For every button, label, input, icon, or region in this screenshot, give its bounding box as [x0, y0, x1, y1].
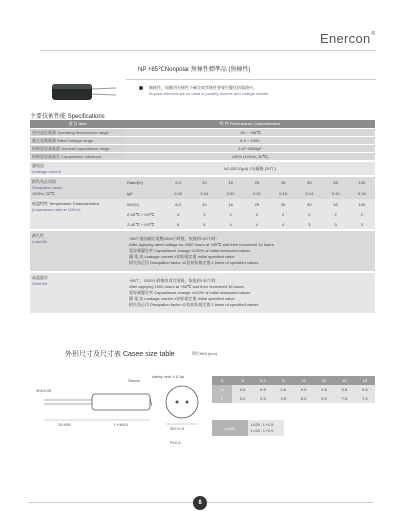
dimension-drawing	[34, 362, 209, 452]
shelf-life-details	[125, 273, 375, 313]
wv-cell: 25	[254, 201, 260, 207]
z25-cell: 2	[282, 211, 285, 217]
case-header-cell: 8	[273, 376, 293, 385]
df-cell: 0.30	[174, 191, 183, 196]
brand-name: Enercon	[320, 31, 371, 46]
z25-cell: 2	[229, 211, 232, 217]
wv-cell: 6.3	[175, 201, 181, 207]
case-cell: 3.5	[273, 394, 293, 403]
voltage-cell: 25	[254, 180, 260, 185]
header-item: 項 目 Item	[30, 120, 125, 129]
wv-cell: 50	[307, 201, 312, 207]
case-cell: 7.5	[355, 394, 375, 403]
case-header-cell: 18	[355, 376, 375, 385]
load-life-line: After applying rated voltage for 2000 hours at +85℃ and then recovered 16 hours.	[129, 242, 275, 247]
load-life-details	[125, 231, 375, 271]
leakage-label-cn: 漏電流	[32, 162, 44, 168]
wv-cell: 100	[358, 201, 366, 207]
z25-key: Z-25℃ / +20℃	[127, 211, 155, 217]
z40-cell: 4	[255, 221, 258, 227]
wv-cell: 16	[228, 201, 233, 207]
case-cell: 0.5	[253, 385, 273, 394]
case-cell: 0.8	[355, 385, 375, 394]
row-label: 標稱電容量偏差 Capacitance tolerance	[30, 153, 125, 161]
shelf-life-line: 漏 電 流 Leakage current ≤初始規定值 Initial specified value	[129, 296, 235, 301]
df-label-en: Dissipation factor	[32, 185, 63, 190]
z40-cell: 8	[177, 221, 180, 227]
leakage-value: I≤0.03CV(μA) 2分鐘後 (20℃)	[125, 162, 375, 175]
capacitor-photo	[48, 70, 118, 106]
z40-cell: 4	[282, 221, 285, 227]
length-note-line: L≤20 : L+1.5	[251, 422, 274, 427]
shelf-life-line: 損失角正切 Dissipation factor ≤2倍初始規定值 2 times of specified values	[129, 302, 259, 307]
length-note-values	[248, 420, 284, 436]
voltage-cell: 10	[202, 180, 207, 185]
description-cn: 無極性，如應用在極性不確定或者極性會發生變化的電路中。	[149, 85, 257, 90]
case-header-cell: 16	[334, 376, 354, 385]
case-size-title: 外形尺寸及尺寸表 Casee size table	[65, 351, 175, 358]
case-header-key: D	[212, 376, 232, 385]
row-value: -40 ~ +85℃	[125, 129, 375, 137]
row-value: ±20% (120Hz, 20℃)	[125, 153, 375, 161]
df-cell: 0.10	[331, 191, 340, 196]
series-title: NP +85℃Nonpolar 無極性標準品 (無極性)	[138, 67, 251, 73]
case-cell: 5.0	[294, 394, 314, 403]
df-condition: 120Hz, 20℃	[32, 191, 55, 196]
z40-cell: 4	[229, 221, 232, 227]
z25-cell: 2	[255, 211, 258, 217]
case-row1-key: d	[212, 385, 232, 394]
sleeve-label: Sleeve	[128, 378, 141, 383]
voltage-cell: 6.3	[175, 180, 181, 185]
load-life-label	[30, 231, 125, 271]
z25-cell: 2	[308, 211, 311, 217]
df-label-cn: 損失角正切值	[32, 179, 56, 184]
case-header-cell: 6.3	[253, 376, 273, 385]
z25-cell: 3	[203, 211, 206, 217]
header-characteristics: 特 性 Performance Characteristics	[125, 120, 375, 129]
case-cell: 0.8	[334, 385, 354, 394]
leakage-label	[30, 162, 125, 175]
case-cell: 0.5	[232, 385, 252, 394]
voltage-cell: 63	[333, 180, 338, 185]
specifications-table	[30, 120, 375, 313]
voltage-cell: 35	[280, 180, 286, 185]
wv-cell: 63	[333, 201, 338, 207]
df-cell: 0.24	[200, 191, 209, 196]
row-label: 使用溫度範圍 Operating temperature range	[30, 129, 125, 137]
row-value: 0.47~6800μF	[125, 145, 375, 153]
case-cell: 0.6	[294, 385, 314, 394]
case-cell: 2.5	[253, 394, 273, 403]
wv-key: WV(V)	[127, 201, 139, 207]
series-description	[139, 85, 268, 97]
z25-cell: 4	[177, 211, 180, 217]
row-label: 額定電壓範圍 Rated voltage range	[30, 137, 125, 145]
row-value: 6.3 ~ 100V	[125, 137, 375, 145]
case-cell: 0.6	[273, 385, 293, 394]
description-en: Bi-polar element are so used in polarity reverse and change circuits	[149, 91, 269, 96]
case-header-cell: 10	[294, 376, 314, 385]
wv-cell: 35	[280, 201, 286, 207]
load-life-label-en: Load life	[32, 239, 48, 244]
lead-length-label: 15 MIN	[58, 422, 71, 427]
specifications-title: 主要技術性能 Specifications	[30, 114, 105, 120]
case-size-table	[212, 376, 375, 403]
case-header-cell: 5	[232, 376, 252, 385]
series-rule	[126, 79, 376, 80]
bullet-icon	[139, 86, 143, 90]
safety-vent-label: safety vent ≥ 6.3φ	[152, 374, 184, 379]
df-cell: 0.22	[226, 191, 235, 196]
load-life-line: 漏 電 流 Leakage current ≤初始規定值 Initial specified value	[129, 254, 235, 259]
pitch-label: P±0.5	[170, 440, 181, 445]
z25-cell: 2	[360, 211, 363, 217]
case-row2-key: F	[212, 394, 232, 403]
z25-cell: 2	[334, 211, 337, 217]
df-key: tgδ	[127, 191, 133, 196]
length-label: L+/MAX	[114, 422, 129, 427]
df-label	[30, 177, 125, 199]
case-unit: 單位MM (mm)	[192, 351, 218, 356]
z40-cell: 3	[334, 221, 337, 227]
low-temp-label-en: (Impedance ratio at 120Hz)	[32, 207, 81, 212]
df-cell: 0.20	[252, 191, 261, 196]
header-rule	[40, 50, 376, 51]
case-cell: 0.8	[314, 385, 334, 394]
case-cell: 7.5	[334, 394, 354, 403]
leakage-label-en: Leakage current	[32, 168, 61, 174]
diameter-label: ΦD+0.5	[170, 426, 184, 431]
load-life-line: +85℃施加額定電壓2000小時後，恢復到+20℃時：	[129, 236, 220, 241]
registered-mark: ®	[371, 31, 376, 37]
length-note-line: L>20 : L+2.0	[251, 428, 274, 433]
shelf-life-label-en: Shelf life	[32, 281, 48, 286]
page-number: 8	[193, 496, 207, 510]
voltage-cell: 50	[307, 180, 312, 185]
case-cell: 2.0	[232, 394, 252, 403]
load-life-line: 損失角正切 Dissipation factor ≤2倍初始規定值 2 times of specified values	[129, 260, 259, 265]
rated-voltage-key: Rated(V)	[127, 180, 144, 185]
load-life-line: 電容量變化率 Capacitance change ≤±20% of initial measured values	[129, 248, 251, 253]
shelf-life-line: After applying 1000 hours at +85℃ and then recovered 16 hours.	[129, 284, 245, 289]
z40-key: Z-40℃ / +20℃	[127, 221, 155, 227]
z40-cell: 3	[308, 221, 311, 227]
df-cell: 0.16	[357, 191, 366, 196]
case-cell: 5.0	[314, 394, 334, 403]
case-header-cell: 13	[314, 376, 334, 385]
shelf-life-line: 電容量變化率 Capacitance change ≤±20% of initial measured values	[129, 290, 251, 295]
z40-cell: 3	[360, 221, 363, 227]
low-temp-label	[30, 199, 125, 229]
shelf-life-line: +85℃，1000小時無負荷存放後，恢復到+20℃時：	[129, 278, 220, 283]
voltage-cell: 16	[228, 180, 233, 185]
z40-cell: 6	[203, 221, 206, 227]
length-note-key: L≥W3	[212, 420, 248, 436]
shelf-life-label	[30, 273, 125, 313]
row-label: 標稱電容量範圍 Nominal capacitance range	[30, 145, 125, 153]
df-cell: 0.15	[279, 191, 288, 196]
lead-diameter-label: Φd±0.05	[36, 388, 52, 393]
shelf-life-label-cn: 高溫儲存	[32, 275, 48, 280]
wv-cell: 10	[202, 201, 207, 207]
load-life-label-cn: 耐久性	[32, 233, 44, 238]
voltage-cell: 100	[358, 180, 366, 185]
df-cell: 0.14	[305, 191, 314, 196]
length-note-table	[212, 420, 284, 436]
low-temp-label-cn: 低溫特性 Temperature Characteristics	[32, 201, 100, 206]
brand-logo	[320, 31, 376, 46]
